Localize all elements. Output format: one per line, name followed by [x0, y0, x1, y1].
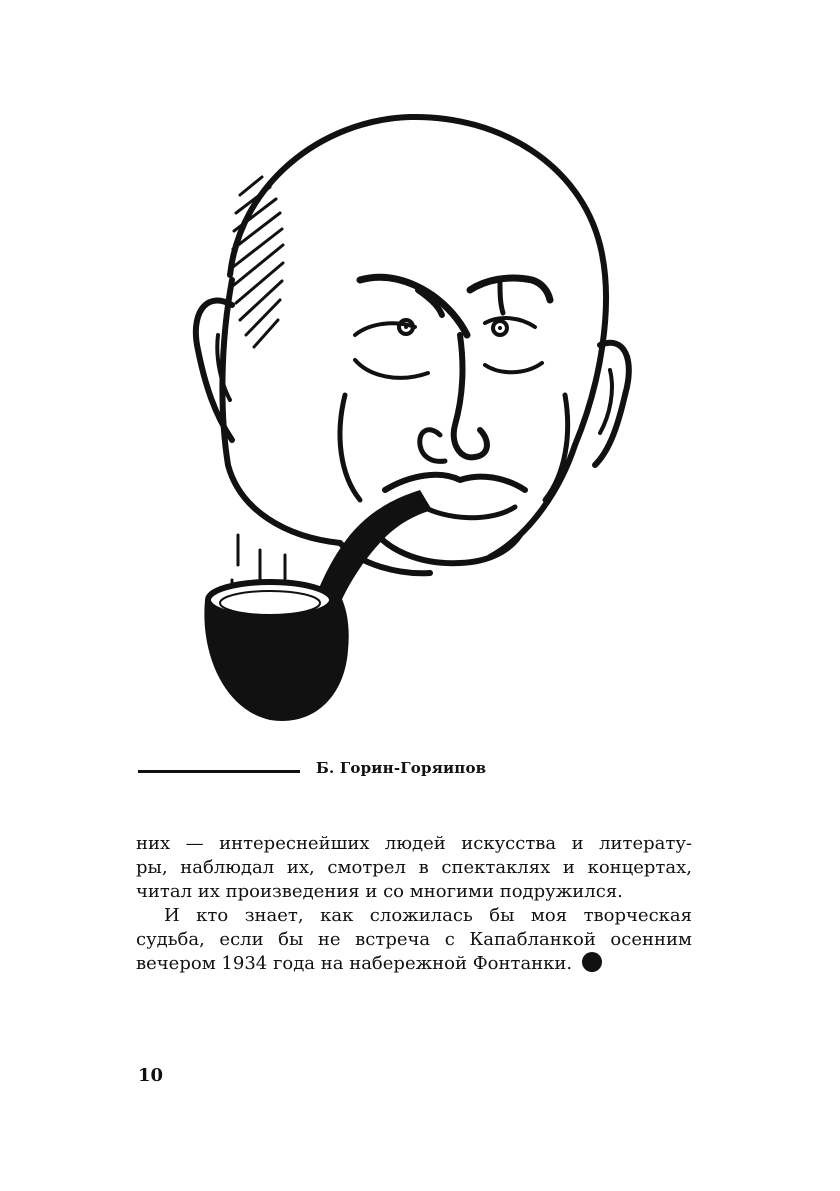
text-line-final	[136, 952, 692, 976]
page-number: 10	[138, 1065, 164, 1086]
text-line: И кто знает, как сложилась бы моя творческая	[164, 905, 692, 926]
text-line-final-text: вечером 1934 года на набережной Фонтанки.	[136, 953, 573, 974]
text-line: читал их произведения и со многими подружился.	[136, 881, 623, 902]
text-line: них — интереснейших людей искусства и литерату-	[136, 833, 692, 854]
text-line: судьба, если бы не встреча с Капабланкой осенним	[136, 929, 692, 950]
illustration-caption: Б. Горин-Горяипов	[316, 759, 487, 777]
text-line: ры, наблюдал их, смотрел в спектаклях и концертах,	[136, 857, 692, 878]
caption-rule	[138, 770, 300, 773]
end-mark-icon	[582, 952, 602, 972]
caricature-man-with-pipe-icon	[170, 95, 640, 730]
body-text	[136, 832, 692, 976]
